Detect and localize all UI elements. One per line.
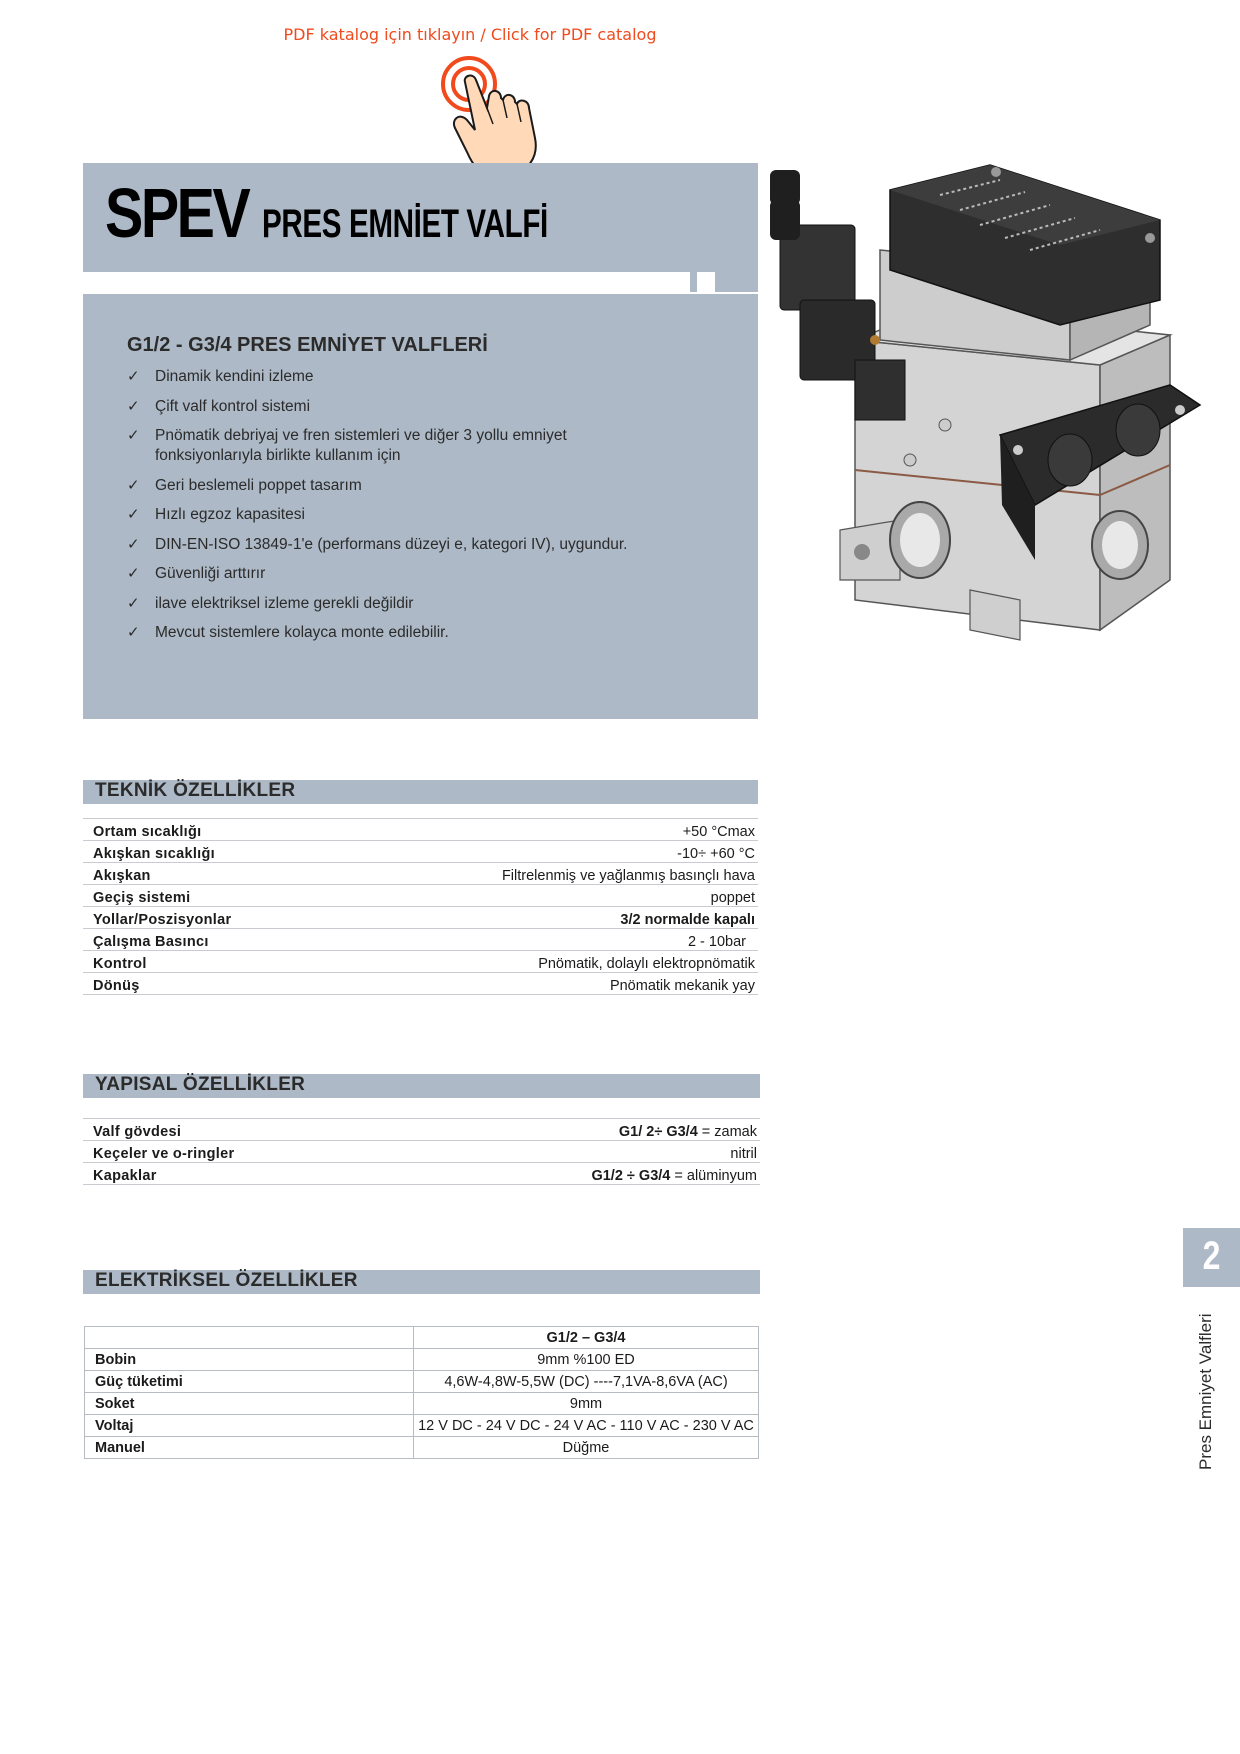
pdf-catalog-link[interactable]: PDF katalog için tıklayın / Click for PDF catalog	[283, 25, 657, 44]
list-item: ✓ Mevcut sistemlere kolayca monte edilebilir.	[127, 624, 449, 641]
valve-product-image	[770, 160, 1220, 650]
table-row	[83, 1119, 760, 1141]
structural-section-title: YAPISAL ÖZELLİKLER	[95, 1074, 306, 1095]
chapter-number: 2	[1202, 1234, 1221, 1278]
table-row	[83, 1163, 760, 1185]
spec-key: Ortam sıcaklığı	[83, 819, 328, 841]
table-row	[85, 1415, 759, 1437]
hand-pointer-icon[interactable]	[435, 48, 575, 178]
table-row	[83, 1141, 760, 1163]
spec-value: 3/2 normalde kapalı	[328, 907, 758, 929]
spec-key: Keçeler ve o-ringler	[83, 1141, 397, 1163]
spec-key: Dönüş	[83, 973, 328, 995]
list-item: ✓ DIN-EN-ISO 13849-1'e (performans düzeyi e, kategori IV), uygundur.	[127, 535, 628, 553]
electrical-section-title: ELEKTRİKSEL ÖZELLİKLER	[95, 1270, 358, 1291]
product-subtitle: PRES EMNİET VALFİ	[262, 202, 548, 246]
checkmark-icon: ✓	[127, 368, 140, 385]
spec-key: Bobin	[85, 1349, 414, 1371]
list-item: ✓ Güvenliği arttırır	[127, 565, 266, 582]
structural-specs-table	[83, 1118, 760, 1185]
title-divider	[83, 272, 690, 292]
spec-key: Çalışma Basıncı	[83, 929, 328, 951]
spec-value: 12 V DC - 24 V DC - 24 V AC - 110 V AC - 230 V AC	[414, 1415, 759, 1437]
features-list	[127, 367, 727, 653]
spec-value: G1/ 2÷ G3/4 = zamak	[397, 1119, 760, 1141]
table-row	[85, 1371, 759, 1393]
table-row	[83, 885, 758, 907]
table-row	[83, 907, 758, 929]
checkmark-icon: ✓	[127, 506, 140, 523]
table-row	[83, 973, 758, 995]
table-row	[85, 1437, 759, 1459]
spec-value: 4,6W-4,8W-5,5W (DC) ----7,1VA-8,6VA (AC)	[414, 1371, 759, 1393]
table-row	[83, 819, 758, 841]
spec-value: 9mm %100 ED	[414, 1349, 759, 1371]
column-header: G1/2 – G3/4	[414, 1327, 759, 1349]
checkmark-icon: ✓	[127, 594, 140, 612]
spec-value: poppet	[328, 885, 758, 907]
spec-value: Pnömatik mekanik yay	[328, 973, 758, 995]
spec-key: Geçiş sistemi	[83, 885, 328, 907]
spec-key: Soket	[85, 1393, 414, 1415]
table-row	[83, 929, 758, 951]
spec-value: 9mm	[414, 1393, 759, 1415]
features-heading: G1/2 - G3/4 PRES EMNİYET VALFLERİ	[127, 334, 488, 356]
chapter-tab-line	[1183, 1285, 1240, 1287]
list-item: ✓ Çift valf kontrol sistemi	[127, 397, 311, 415]
spec-key: Kapaklar	[83, 1163, 397, 1185]
divider-square	[697, 272, 715, 292]
checkmark-icon: ✓	[127, 397, 140, 415]
table-row	[83, 841, 758, 863]
table-row	[85, 1393, 759, 1415]
spec-key: Manuel	[85, 1437, 414, 1459]
spec-key: Akışkan sıcaklığı	[83, 841, 328, 863]
checkmark-icon: ✓	[127, 476, 140, 494]
spec-value: 2 - 10bar	[328, 929, 758, 951]
spec-value: Pnömatik, dolaylı elektropnömatik	[328, 951, 758, 973]
spec-key: Güç tüketimi	[85, 1371, 414, 1393]
table-row	[83, 951, 758, 973]
spec-value: G1/2 ÷ G3/4 = alüminyum	[397, 1163, 760, 1185]
product-code-title: SPEV	[105, 174, 249, 252]
list-item: ✓ Geri beslemeli poppet tasarım	[127, 476, 362, 494]
spec-value: +50 °Cmax	[328, 819, 758, 841]
divider-gap	[690, 272, 697, 292]
technical-specs-table	[83, 818, 758, 995]
checkmark-icon: ✓	[127, 565, 140, 582]
technical-section-title: TEKNİK ÖZELLİKLER	[95, 780, 296, 801]
spec-key: Akışkan	[83, 863, 328, 885]
table-row	[85, 1327, 759, 1349]
spec-key: Voltaj	[85, 1415, 414, 1437]
list-item: ✓ ilave elektriksel izleme gerekli değildir	[127, 594, 414, 612]
spec-key: Yollar/Poszisyonlar	[83, 907, 328, 929]
chapter-label: Pres Emniyet Valfleri	[1196, 1313, 1215, 1470]
spec-key: Valf gövdesi	[83, 1119, 397, 1141]
table-row	[83, 863, 758, 885]
list-item: ✓ Dinamik kendini izleme	[127, 368, 314, 385]
electrical-specs-table	[84, 1326, 759, 1459]
header-empty-cell	[85, 1327, 414, 1349]
list-item: ✓ Pnömatik debriyaj ve fren sistemleri ve diğer 3 yollu emniyet fonksiyonlarıyla birlikte kullanım için	[127, 427, 567, 464]
spec-key: Kontrol	[83, 951, 328, 973]
spec-value: -10÷ +60 °C	[328, 841, 758, 863]
list-item: ✓ Hızlı egzoz kapasitesi	[127, 506, 305, 523]
divider-tail	[715, 272, 758, 292]
spec-value: nitril	[397, 1141, 760, 1163]
checkmark-icon: ✓	[127, 535, 140, 553]
spec-value: Filtrelenmiş ve yağlanmış basınçlı hava	[328, 863, 758, 885]
checkmark-icon: ✓	[127, 427, 140, 444]
spec-value: Düğme	[414, 1437, 759, 1459]
checkmark-icon: ✓	[127, 624, 140, 641]
table-row	[85, 1349, 759, 1371]
